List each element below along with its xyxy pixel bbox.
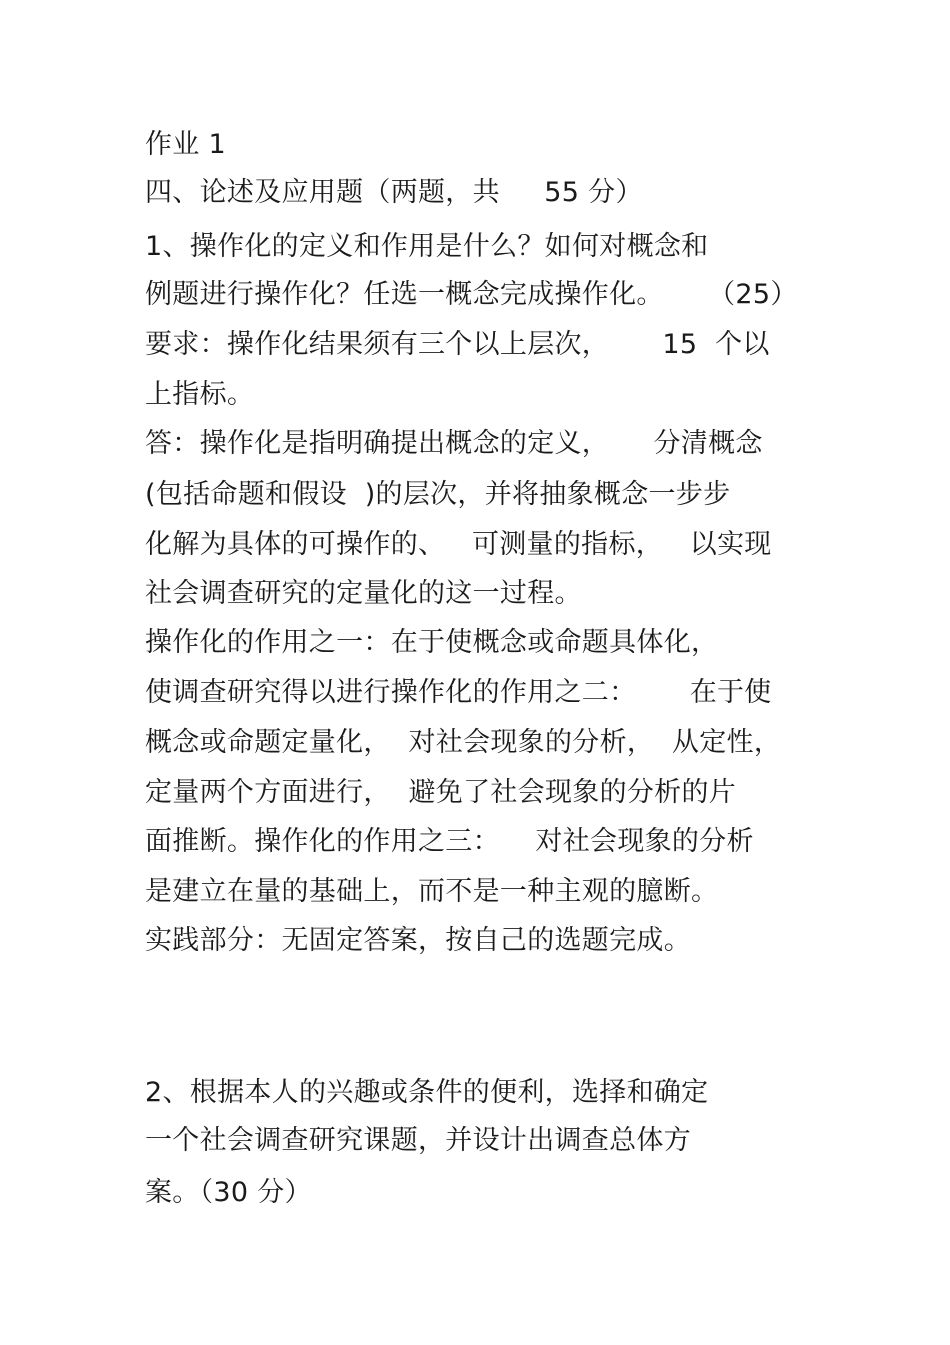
question-2-line-2: 一个社会调查研究课题，并设计出调查总体方 [145, 1125, 691, 1156]
answer-line-3: 化解为具体的可操作的、 可测量的指标， 以实现 [145, 529, 772, 560]
answer-line-2: (包括命题和假设 )的层次，并将抽象概念一步步 [145, 479, 731, 510]
answer-line-7: 概念或命题定量化， 对社会现象的分析， 从定性， [145, 727, 782, 758]
question-1-line-3: 要求：操作化结果须有三个以上层次， 15 个以 [145, 329, 770, 360]
question-1-line-2: 例题进行操作化？任选一概念完成操作化。 （25） [145, 279, 798, 310]
answer-line-9: 面推断。操作化的作用之三： 对社会现象的分析 [145, 826, 754, 857]
question-2-line-1: 2、根据本人的兴趣或条件的便利，选择和确定 [145, 1077, 709, 1108]
answer-line-10: 是建立在量的基础上，而不是一种主观的臆断。 [145, 876, 719, 907]
answer-line-11: 实践部分：无固定答案，按自己的选题完成。 [145, 925, 691, 956]
answer-line-4: 社会调查研究的定量化的这一过程。 [145, 578, 582, 609]
question-1-line-1: 1、操作化的定义和作用是什么？如何对概念和 [145, 231, 709, 262]
question-1-line-4: 上指标。 [145, 379, 255, 410]
answer-line-6: 使调查研究得以进行操作化的作用之二： 在于使 [145, 677, 772, 708]
section-heading: 四、论述及应用题（两题，共 55 分） [145, 177, 643, 208]
question-2-line-3: 案。（30 分） [145, 1177, 312, 1208]
answer-line-1: 答：操作化是指明确提出概念的定义， 分清概念 [145, 428, 763, 459]
assignment-title: 作业 1 [145, 129, 226, 160]
answer-line-5: 操作化的作用之一：在于使概念或命题具体化， [145, 627, 719, 658]
answer-line-8: 定量两个方面进行， 避免了社会现象的分析的片 [145, 777, 737, 808]
